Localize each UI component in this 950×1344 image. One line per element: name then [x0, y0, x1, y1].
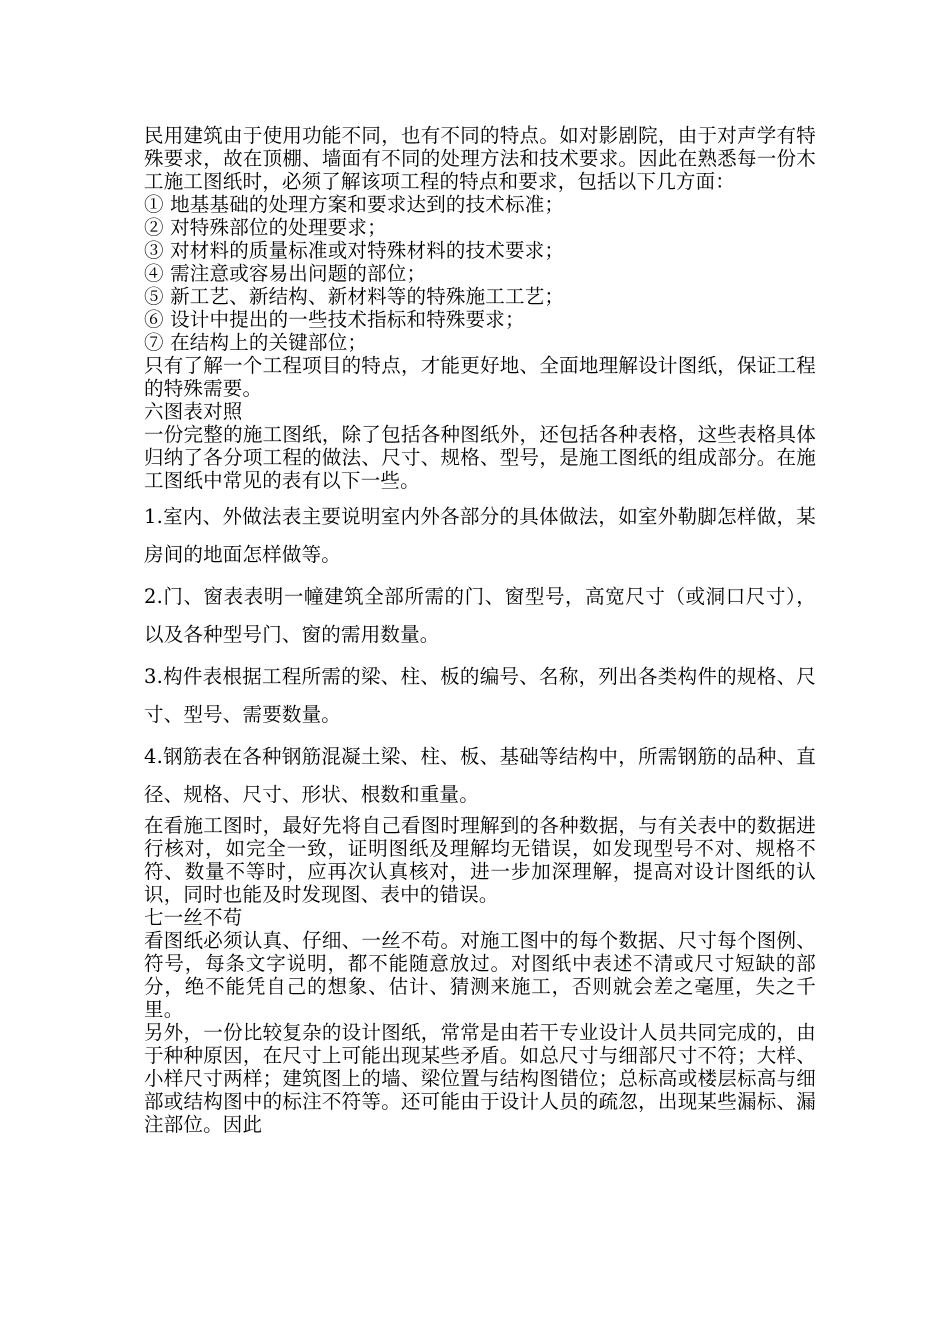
section-heading-7: 七一丝不苟: [144, 906, 243, 929]
list-item-2: ② 对特殊部位的处理要求；: [144, 216, 387, 239]
list-item-1: ① 地基基础的处理方案和要求达到的技术标准；: [144, 193, 565, 216]
table-item-4: 4.钢筋表在各种钢筋混凝土梁、柱、板、基础等结构中，所需钢筋的品种、直径、规格、尺寸、形状、根数和重量。: [144, 745, 816, 806]
list-item-5: ⑤ 新工艺、新结构、新材料等的特殊施工工艺；: [144, 285, 565, 308]
table-item-1: 1.室内、外做法表主要说明室内外各部分的具体做法，如室外勒脚怎样做，某房间的地面怎样做等。: [144, 505, 816, 566]
list-item-4: ④ 需注意或容易出问题的部位；: [144, 262, 427, 285]
list-item-7: ⑦ 在结构上的关键部位；: [144, 331, 368, 354]
list-item-3: ③ 对材料的质量标准或对特殊材料的技术要求；: [144, 239, 565, 262]
section-7-paragraph-1: 看图纸必须认真、仔细、一丝不苟。对施工图中的每个数据、尺寸每个图例、符号，每条文字说明，都不能随意放过。对图纸中表述不清或尺寸短缺的部分，绝不能凭自己的想象、估计、猜测来施工，否则就会差之毫厘，失之千里。: [144, 929, 816, 1021]
list-item-6: ⑥ 设计中提出的一些技术指标和特殊要求；: [144, 308, 525, 331]
summary-paragraph: 只有了解一个工程项目的特点，才能更好地、全面地理解设计图纸，保证工程的特殊需要。: [144, 354, 816, 400]
table-item-2: 2.门、窗表表明一幢建筑全部所需的门、窗型号，高宽尺寸（或洞口尺寸），以及各种型号门、窗的需用数量。: [144, 585, 816, 646]
section-7-paragraph-2: 另外，一份比较复杂的设计图纸，常常是由若干专业设计人员共同完成的，由于种种原因，在尺寸上可能出现某些矛盾。如总尺寸与细部尺寸不符；大样、小样尺寸两样；建筑图上的墙、梁位置与结构图错位；总标高或楼层标高与细部或结构图中的标注不符等。还可能由于设计人员的疏忽，出现某些漏标、漏注部位。因此: [144, 1021, 816, 1136]
intro-paragraph: 民用建筑由于使用功能不同，也有不同的特点。如对影剧院，由于对声学有特殊要求，故在顶棚、墙面有不同的处理方法和技术要求。因此在熟悉每一份木工施工图纸时，必须了解该项工程的特点和要求，包括以下几方面：: [144, 124, 816, 193]
section-heading-6: 六图表对照: [144, 400, 243, 423]
section-6-intro: 一份完整的施工图纸，除了包括各种图纸外，还包括各种表格，这些表格具体归纳了各分项工程的做法、尺寸、规格、型号，是施工图纸的组成部分。在施工图纸中常见的表有以下一些。: [144, 423, 816, 492]
document-body: [144, 124, 816, 1136]
section-6-conclusion: 在看施工图时，最好先将自己看图时理解到的各种数据，与有关表中的数据进行核对，如完全一致，证明图纸及理解均无错误，如发现型号不对、规格不符、数量不等时，应再次认真核对，进一步加深理解，提高对设计图纸的认识，同时也能及时发现图、表中的错误。: [144, 814, 816, 906]
table-item-3: 3.构件表根据工程所需的梁、柱、板的编号、名称，列出各类构件的规格、尺寸、型号、需要数量。: [144, 665, 816, 726]
